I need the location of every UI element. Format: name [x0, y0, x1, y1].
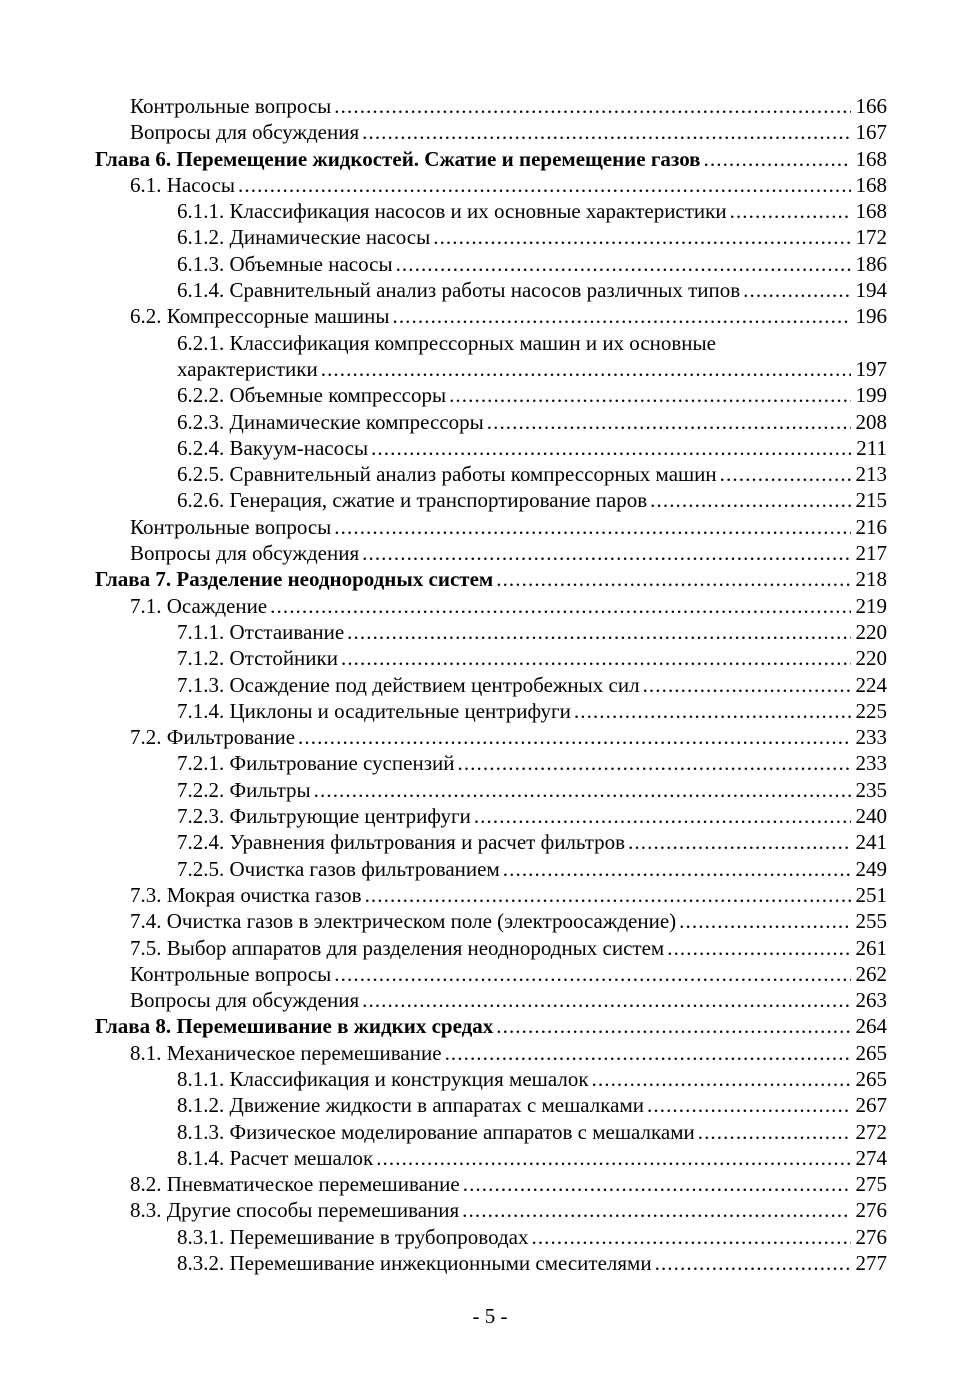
- toc-entry-title: 7.2.5. Очистка газов фильтрованием: [177, 856, 500, 881]
- toc-entry[interactable]: [95, 724, 887, 750]
- toc-entry-title-line: 6.2.1. Классификация компрессорных машин и их основные: [177, 330, 716, 355]
- toc-entry-page: 233: [855, 725, 887, 750]
- dot-leader: [334, 93, 850, 119]
- toc-entry[interactable]: [95, 803, 887, 829]
- toc-entry-page: 225: [855, 698, 887, 723]
- toc-entry-page: 276: [855, 1198, 887, 1223]
- dot-leader: [503, 856, 851, 882]
- dot-leader: [457, 750, 850, 776]
- toc-entry-page: 264: [855, 1014, 887, 1039]
- toc-entry-title: 7.2. Фильтрование: [130, 725, 296, 750]
- toc-entry-page: 220: [855, 619, 887, 644]
- toc-entry-title: 7.3. Мокрая очистка газов: [130, 882, 362, 907]
- toc-entry-page: 194: [855, 278, 887, 303]
- toc-entry[interactable]: [95, 540, 887, 566]
- dot-leader: [365, 882, 851, 908]
- toc-entry-title: 7.1.4. Циклоны и осадительные центрифуги: [177, 698, 571, 723]
- toc-entry-page: 197: [855, 356, 887, 381]
- dot-leader: [347, 619, 850, 645]
- dot-leader: [704, 146, 851, 172]
- toc-entry-page: 267: [855, 1093, 887, 1118]
- toc-entry[interactable]: [95, 1040, 887, 1066]
- toc-entry-title: 7.1.3. Осаждение под действием центробежных сил: [177, 672, 640, 697]
- dot-leader: [698, 1119, 851, 1145]
- toc-entry-page: 241: [855, 830, 887, 855]
- toc-entry[interactable]: [95, 356, 887, 382]
- toc-entry[interactable]: [95, 93, 887, 119]
- toc-entry-page: 168: [855, 146, 887, 171]
- toc-entry-page: 265: [855, 1040, 887, 1065]
- toc-entry-page: 265: [855, 1066, 887, 1091]
- toc-entry-title: 6.2.4. Вакуум-насосы: [177, 435, 369, 460]
- toc-entry-page: 274: [855, 1145, 887, 1170]
- toc-entry-page: 249: [855, 856, 887, 881]
- toc-entry[interactable]: [95, 487, 887, 513]
- toc-entry-title: Глава 6. Перемещение жидкостей. Сжатие и перемещение газов: [95, 146, 701, 171]
- toc-entry-page: 219: [855, 593, 887, 618]
- dot-leader: [362, 987, 850, 1013]
- toc-entry[interactable]: [95, 277, 887, 303]
- toc-entry[interactable]: [95, 645, 887, 671]
- toc-entry-page: 233: [855, 751, 887, 776]
- toc-entry[interactable]: [95, 698, 887, 724]
- toc-entry-page: 215: [855, 488, 887, 513]
- toc-entry[interactable]: [95, 1092, 887, 1118]
- toc-entry-title: Контрольные вопросы: [130, 94, 332, 118]
- dot-leader: [743, 277, 850, 303]
- toc-entry-title: 7.2.2. Фильтры: [177, 777, 311, 802]
- toc-entry-title: 7.1. Осаждение: [130, 593, 268, 618]
- dot-leader: [270, 593, 850, 619]
- toc-chapter-entry[interactable]: [95, 1013, 887, 1039]
- toc-entry-title: Контрольные вопросы: [130, 961, 332, 986]
- toc-entry-page: 208: [855, 409, 887, 434]
- dot-leader: [643, 672, 851, 698]
- dot-leader: [487, 409, 851, 435]
- toc-entry-title: 8.1.4. Расчет мешалок: [177, 1145, 374, 1170]
- dot-leader: [463, 1171, 851, 1197]
- table-of-contents: [95, 93, 887, 1276]
- toc-entry-title: 7.1.2. Отстойники: [177, 646, 338, 671]
- toc-entry-page: 255: [855, 909, 887, 934]
- toc-entry-page: 196: [855, 304, 887, 329]
- dot-leader: [730, 198, 851, 224]
- toc-entry-page: 277: [855, 1251, 887, 1276]
- toc-entry-page: 213: [855, 462, 887, 487]
- dot-leader: [396, 251, 851, 277]
- toc-entry[interactable]: [95, 1171, 887, 1197]
- dot-leader: [321, 356, 851, 382]
- dot-leader: [433, 224, 850, 250]
- toc-entry[interactable]: [95, 409, 887, 435]
- toc-entry-title: Глава 7. Разделение неоднородных систем: [95, 567, 494, 592]
- toc-entry-page: 217: [855, 541, 887, 566]
- toc-entry-title: 8.1.1. Классификация и конструкция мешалок: [177, 1066, 589, 1091]
- toc-entry-title: Вопросы для обсуждения: [130, 541, 360, 566]
- toc-entry-page: 224: [855, 672, 887, 697]
- toc-entry[interactable]: [95, 1224, 887, 1250]
- toc-entry[interactable]: [95, 987, 887, 1013]
- toc-entry-title: 7.2.1. Фильтрование суспензий: [177, 751, 455, 776]
- dot-leader: [376, 1145, 850, 1171]
- dot-leader: [647, 1092, 850, 1118]
- toc-entry-title: Вопросы для обсуждения: [130, 120, 360, 145]
- toc-entry-page: 168: [855, 172, 887, 197]
- toc-entry[interactable]: [95, 593, 887, 619]
- toc-entry-title: 6.1.3. Объемные насосы: [177, 251, 393, 276]
- toc-entry-title: 8.2. Пневматическое перемешивание: [130, 1172, 460, 1197]
- toc-entry[interactable]: [95, 1145, 887, 1171]
- toc-entry[interactable]: [95, 777, 887, 803]
- dot-leader: [496, 566, 850, 592]
- dot-leader: [650, 487, 850, 513]
- toc-entry-title: 6.2.3. Динамические компрессоры: [177, 409, 484, 434]
- toc-entry-page: 262: [855, 961, 887, 986]
- toc-entry[interactable]: [95, 119, 887, 145]
- toc-entry[interactable]: [95, 1066, 887, 1092]
- toc-entry-page: 211: [856, 435, 887, 460]
- dot-leader: [679, 908, 850, 934]
- toc-entry-title: 8.1. Механическое перемешивание: [130, 1040, 442, 1065]
- toc-entry-page: 168: [855, 199, 887, 224]
- toc-entry[interactable]: [95, 514, 887, 540]
- toc-entry-page: 218: [855, 567, 887, 592]
- toc-entry-page: 272: [855, 1119, 887, 1144]
- toc-entry-title: характеристики: [177, 356, 318, 381]
- toc-entry-title: 8.3. Другие способы перемешивания: [130, 1198, 460, 1223]
- toc-entry-title: Глава 8. Перемешивание в жидких средах: [95, 1014, 494, 1039]
- dot-leader: [496, 1013, 850, 1039]
- toc-entry[interactable]: [95, 172, 887, 198]
- dot-leader: [362, 540, 850, 566]
- dot-leader: [667, 935, 850, 961]
- toc-entry-title: 6.1.1. Классификация насосов и их основные характеристики: [177, 199, 727, 224]
- toc-entry-title: 8.3.1. Перемешивание в трубопроводах: [177, 1224, 529, 1249]
- toc-entry-title: 6.2.6. Генерация, сжатие и транспортирование паров: [177, 488, 648, 513]
- toc-entry-page: 216: [855, 514, 887, 539]
- toc-entry-page: 186: [855, 251, 887, 276]
- toc-entry-title: 7.5. Выбор аппаратов для разделения неоднородных систем: [130, 935, 665, 960]
- toc-entry-page: 166: [855, 94, 887, 118]
- toc-entry[interactable]: [95, 303, 887, 329]
- toc-entry-title: 6.1. Насосы: [130, 172, 236, 197]
- toc-entry[interactable]: [95, 908, 887, 934]
- dot-leader: [462, 1197, 850, 1223]
- toc-entry[interactable]: [95, 198, 887, 224]
- toc-entry[interactable]: [95, 829, 887, 855]
- dot-leader: [371, 435, 851, 461]
- dot-leader: [392, 303, 850, 329]
- dot-leader: [314, 777, 851, 803]
- toc-entry-title: 7.4. Очистка газов в электрическом поле (электроосаждение): [130, 909, 677, 934]
- toc-entry-page: 275: [855, 1172, 887, 1197]
- toc-entry[interactable]: [95, 961, 887, 987]
- toc-chapter-entry[interactable]: [95, 566, 887, 592]
- toc-entry-page: 167: [855, 120, 887, 145]
- toc-entry[interactable]: [95, 461, 887, 487]
- dot-leader: [474, 803, 851, 829]
- toc-entry-title: 6.2. Компрессорные машины: [130, 304, 390, 329]
- dot-leader: [655, 1250, 851, 1276]
- toc-entry[interactable]: [95, 619, 887, 645]
- dot-leader: [341, 645, 851, 671]
- dot-leader: [628, 829, 850, 855]
- toc-entry-title: 7.2.4. Уравнения фильтрования и расчет фильтров: [177, 830, 626, 855]
- dot-leader: [362, 119, 850, 145]
- toc-entry-title: 6.1.4. Сравнительный анализ работы насосов различных типов: [177, 278, 741, 303]
- toc-entry[interactable]: [95, 251, 887, 277]
- dot-leader: [574, 698, 851, 724]
- toc-chapter-entry[interactable]: [95, 146, 887, 172]
- toc-entry[interactable]: [95, 882, 887, 908]
- toc-entry-title: 6.1.2. Динамические насосы: [177, 225, 431, 250]
- toc-entry[interactable]: [95, 856, 887, 882]
- dot-leader: [445, 1040, 851, 1066]
- toc-entry-title: 7.2.3. Фильтрующие центрифуги: [177, 804, 471, 829]
- toc-entry-title: 8.3.2. Перемешивание инжекционными смесителями: [177, 1251, 652, 1276]
- toc-entry[interactable]: [95, 1119, 887, 1145]
- toc-entry-page: 235: [855, 777, 887, 802]
- dot-leader: [238, 172, 850, 198]
- dot-leader: [334, 514, 850, 540]
- toc-entry-title: 6.2.5. Сравнительный анализ работы компрессорных машин: [177, 462, 717, 487]
- dot-leader: [531, 1224, 850, 1250]
- toc-entry-title: 7.1.1. Отстаивание: [177, 619, 345, 644]
- dot-leader: [592, 1066, 851, 1092]
- toc-entry-page: 240: [855, 804, 887, 829]
- toc-entry-page: 276: [855, 1224, 887, 1249]
- dot-leader: [449, 382, 850, 408]
- toc-entry-page: 263: [855, 988, 887, 1013]
- toc-entry[interactable]: [95, 1250, 887, 1276]
- toc-entry-page: 172: [855, 225, 887, 250]
- dot-leader: [720, 461, 851, 487]
- toc-entry-title: Вопросы для обсуждения: [130, 988, 360, 1013]
- toc-entry[interactable]: [95, 672, 887, 698]
- toc-entry-title: 8.1.3. Физическое моделирование аппаратов с мешалками: [177, 1119, 695, 1144]
- toc-entry-page: 220: [855, 646, 887, 671]
- toc-entry-page: 199: [855, 383, 887, 408]
- toc-entry[interactable]: [95, 935, 887, 961]
- dot-leader: [298, 724, 850, 750]
- toc-entry[interactable]: [95, 224, 887, 250]
- toc-entry[interactable]: [95, 1197, 887, 1223]
- dot-leader: [334, 961, 850, 987]
- toc-entry-page: 251: [855, 882, 887, 907]
- toc-entry-title: 6.2.2. Объемные компрессоры: [177, 383, 447, 408]
- toc-entry[interactable]: [95, 382, 887, 408]
- toc-entry[interactable]: [95, 750, 887, 776]
- toc-entry-title: 8.1.2. Движение жидкости в аппаратах с мешалками: [177, 1093, 645, 1118]
- toc-entry-page: 261: [855, 935, 887, 960]
- page-number-footer: - 5 -: [472, 1304, 508, 1328]
- toc-entry[interactable]: [95, 435, 887, 461]
- toc-entry-title: Контрольные вопросы: [130, 514, 332, 539]
